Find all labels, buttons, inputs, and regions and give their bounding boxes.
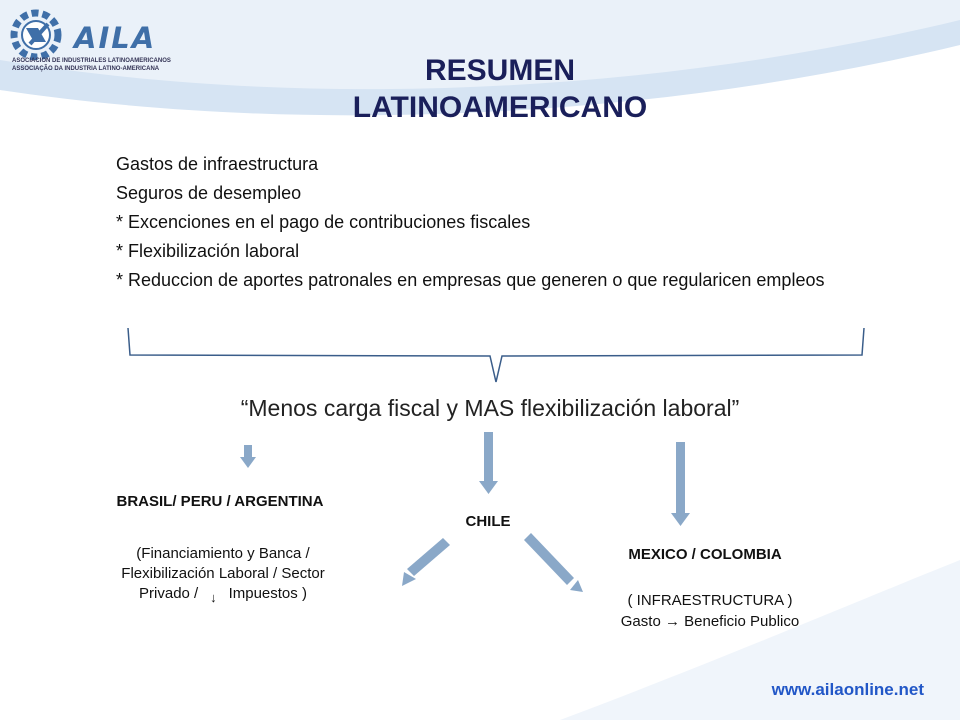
bullet-item: * Reduccion de aportes patronales en empresas que generen o que regularicen empleos (116, 270, 825, 290)
logo-subtitle-1: ASOCIACION DE INDUSTRIALES LATINOAMERICANOS (12, 58, 171, 64)
mexico-colombia-description: ( INFRAESTRUCTURA ) Gasto → Beneficio Publico (620, 592, 800, 630)
chile-heading: CHILE (465, 513, 511, 530)
diagonal-arrow-icon (524, 533, 583, 592)
bullet-item: * Excenciones en el pago de contribuciones fiscales (116, 212, 531, 232)
brace-icon (128, 328, 864, 382)
diagonal-arrow-icon (402, 538, 450, 586)
logo-wordmark: AILA (74, 21, 157, 55)
down-arrow-icon (240, 445, 256, 468)
summary-quote: “Menos carga fiscal y MAS flexibilización laboral” (240, 395, 740, 421)
bullet-item: * Flexibilización laboral (116, 241, 300, 261)
website-link[interactable]: www.ailaonline.net (771, 680, 924, 699)
logo-subtitle-2: ASSOCIAÇÃO DA INDUSTRIA LATINO-AMERICANA (12, 66, 160, 72)
bullet-item: Seguros de desempleo (116, 183, 302, 203)
down-arrow-icon (671, 442, 690, 526)
brasil-peru-argentina-description: (Financiamiento y Banca / Flexibilización Laboral / Sector Privado / ↓ Impuestos ) (78, 544, 368, 604)
right-arrow-icon: → (664, 613, 680, 630)
down-arrow-icon: ↓ (210, 590, 217, 605)
brasil-peru-argentina-heading: BRASIL/ PERU / ARGENTINA (116, 493, 324, 510)
bullet-item: Gastos de infraestructura (116, 154, 319, 174)
slide-title-line-2: LATINOAMERICANO (352, 91, 648, 124)
slide-title-line-1: RESUMEN (424, 54, 575, 87)
mexico-colombia-heading: MEXICO / COLOMBIA (628, 546, 782, 563)
down-arrow-icon (479, 432, 498, 494)
